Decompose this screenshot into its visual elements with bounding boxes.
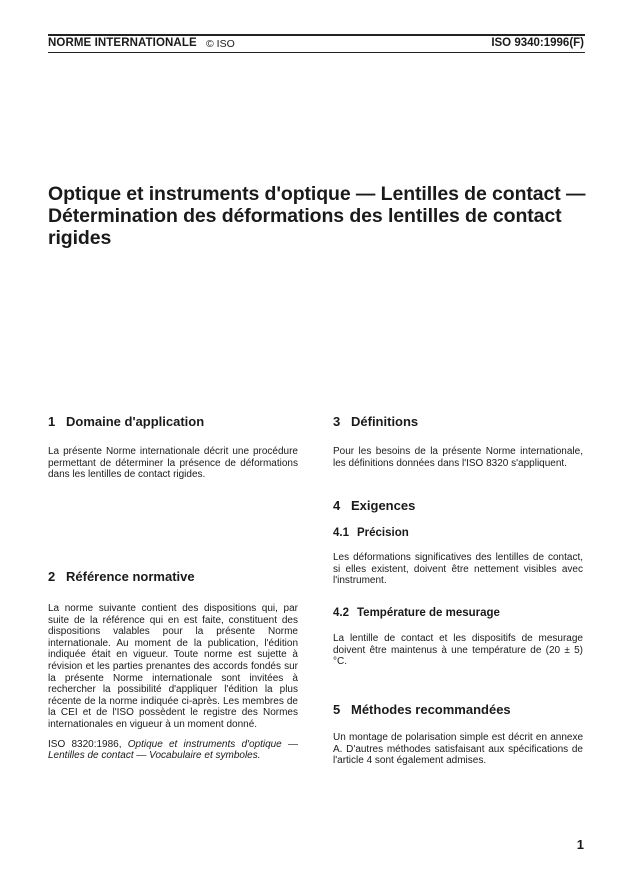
section-3-body: Pour les besoins de la présente Norme internationale, les définitions données dans l'ISO 8320 s'appliquent.: [333, 446, 583, 469]
page-number: 1: [576, 837, 584, 852]
section-4-2-heading: [333, 607, 583, 619]
reference-number: ISO 8320:1986,: [48, 738, 128, 750]
section-3-title: Définitions: [351, 414, 419, 429]
title-line-2: Détermination des déformations des lentilles de contact: [48, 205, 562, 227]
header-rule-bottom: [48, 52, 585, 53]
document-title: [48, 183, 593, 249]
section-5-body: Un montage de polarisation simple est décrit en annexe A. D'autres méthodes satisfaisant aux spécifications de l'article 4 sont également admises.: [333, 732, 583, 767]
section-4-1-number: 4.1: [333, 527, 349, 539]
section-1-title: Domaine d'application: [66, 414, 205, 429]
section-1-number: 1: [48, 414, 56, 429]
section-2-reference: [48, 739, 298, 762]
header-copyright: © ISO: [206, 38, 235, 50]
section-3-number: 3: [333, 414, 341, 429]
section-5: [333, 702, 583, 767]
section-5-number: 5: [333, 702, 341, 717]
section-4-heading: [333, 498, 583, 513]
header-rule-top: [48, 34, 585, 36]
section-4-1-heading: [333, 527, 583, 539]
header-standard-number: ISO 9340:1996(F): [491, 37, 584, 49]
section-3: [333, 414, 583, 469]
section-4-1-title: Précision: [357, 527, 409, 539]
section-4-2: [333, 607, 583, 668]
section-4-number: 4: [333, 498, 341, 513]
section-2: [48, 569, 298, 762]
section-4-title: Exigences: [351, 498, 416, 513]
section-2-number: 2: [48, 569, 56, 584]
section-5-heading: [333, 702, 583, 717]
section-2-heading: [48, 569, 298, 584]
section-1-body: La présente Norme internationale décrit une procédure permettant de déterminer la présence de déformations dans les lentilles de contact rigides.: [48, 446, 298, 481]
section-1-heading: [48, 414, 298, 429]
section-1: [48, 414, 298, 481]
section-4-1: [333, 527, 583, 587]
section-4: [333, 498, 583, 513]
section-3-heading: [333, 414, 583, 429]
section-4-1-body: Les déformations significatives des lentilles de contact, si elles existent, doivent être nettement visibles avec l'instrument.: [333, 552, 583, 587]
reference-title: Optique et instruments d'optique — Lentilles de contact — Vocabulaire et symboles.: [48, 738, 298, 762]
section-4-2-number: 4.2: [333, 607, 349, 619]
section-5-title: Méthodes recommandées: [351, 702, 511, 717]
section-2-body: La norme suivante contient des dispositions qui, par suite de la référence qui en est faite, constituent des dispositions valables pour la présente Norme internationale. Au moment de la publication, l'édition indiquée était en vigueur. Toute norme est sujette à révision et les parties prenantes des accords fondés sur la présente Norme internationale sont invitées à rechercher la possibilité d'appliquer l'édition la plus récente de la norme indiquée ci-après. Les membres de la CEI et de l'ISO possèdent le registre des Normes internationales en vigueur à un moment donné.: [48, 603, 298, 730]
title-line-1: Optique et instruments d'optique — Lentilles de contact —: [48, 183, 586, 205]
section-2-title: Référence normative: [66, 569, 195, 584]
header-standard-type: NORME INTERNATIONALE: [48, 37, 197, 49]
section-4-2-body: La lentille de contact et les dispositifs de mesurage doivent être maintenus à une température de (20 ± 5) °C.: [333, 633, 583, 668]
section-4-2-title: Température de mesurage: [357, 607, 500, 619]
title-line-3: rigides: [48, 227, 112, 249]
